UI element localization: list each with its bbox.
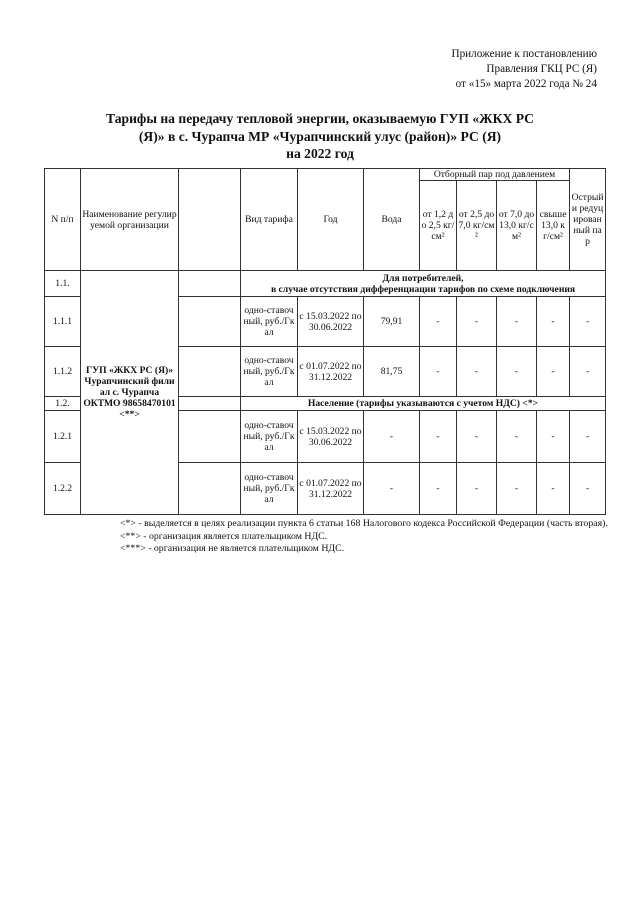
title-line-3: на 2022 год	[286, 146, 354, 161]
header-blank-cell	[179, 181, 241, 271]
period-cell: с 01.07.2022 по 31.12.2022	[298, 463, 364, 515]
header-pressure-2: от 2,5 до 7,0 кг/см²	[457, 181, 497, 271]
approval-line-3: от «15» марта 2022 года № 24	[455, 78, 597, 90]
pressure-4-cell: -	[537, 463, 570, 515]
pressure-4-cell: -	[537, 347, 570, 397]
blank-cell	[179, 411, 241, 463]
section-title-line-1: Для потребителей,	[382, 272, 464, 284]
header-organization: Наименование регулируемой организации	[81, 169, 179, 271]
pressure-3-cell: -	[497, 347, 537, 397]
header-row	[45, 169, 606, 181]
period-cell: с 15.03.2022 по 30.06.2022	[298, 411, 364, 463]
document-title	[80, 110, 560, 163]
tariffs-table	[44, 168, 606, 515]
blank-cell	[179, 271, 241, 297]
title-line-1: Тарифы на передачу тепловой энергии, оказываемую ГУП «ЖКХ РС	[106, 111, 534, 126]
row-num: 1.1.1	[45, 297, 81, 347]
pressure-3-cell: -	[497, 411, 537, 463]
pressure-3-cell: -	[497, 463, 537, 515]
pressure-2-cell: -	[457, 411, 497, 463]
pressure-1-cell: -	[420, 463, 457, 515]
section-row	[45, 271, 606, 297]
water-cell: -	[364, 411, 420, 463]
header-tariff-type: Вид тарифа	[241, 169, 298, 271]
row-num: 1.2.2	[45, 463, 81, 515]
pressure-2-cell: -	[457, 297, 497, 347]
organization-name: ГУП «ЖКХ РС (Я)» Чурапчинский филиал с. Чурапча	[84, 365, 175, 398]
tariff-type-cell: одно-ставочный, руб./Гкал	[241, 297, 298, 347]
header-pressure-1: от 1,2 до 2,5 кг/см²	[420, 181, 457, 271]
blank-cell	[179, 297, 241, 347]
section-title-line-2: в случае отсутствия дифференциации тарифов по схеме подключения	[270, 283, 576, 295]
pressure-2-cell: -	[457, 347, 497, 397]
footnote-2: <**> - организация является плательщиком НДС.	[120, 530, 328, 542]
water-cell: 81,75	[364, 347, 420, 397]
section-title: Население (тарифы указываются с учетом НДС) <*>	[241, 397, 606, 411]
section-num: 1.2.	[45, 397, 81, 411]
approval-block	[452, 47, 598, 92]
approval-line-2: Правления ГКЦ РС (Я)	[486, 63, 597, 75]
period-cell: с 15.03.2022 по 30.06.2022	[298, 297, 364, 347]
pressure-2-cell: -	[457, 463, 497, 515]
blank-cell	[179, 347, 241, 397]
row-num: 1.2.1	[45, 411, 81, 463]
header-pressure-3: от 7,0 до 13,0 кг/см²	[497, 181, 537, 271]
water-cell: -	[364, 463, 420, 515]
header-year: Год	[298, 169, 364, 271]
live-steam-cell: -	[570, 297, 606, 347]
row-num: 1.1.2	[45, 347, 81, 397]
footnote-3: <***> - организация не является плательщиком НДС.	[120, 543, 345, 554]
pressure-1-cell: -	[420, 347, 457, 397]
header-live-steam: Острый и редуцированный пар	[570, 169, 606, 271]
header-water: Вода	[364, 169, 420, 271]
header-blank-cell	[179, 169, 241, 181]
section-num: 1.1.	[45, 271, 81, 297]
section-title	[241, 271, 606, 297]
approval-line-1: Приложение к постановлению	[451, 48, 597, 60]
tariff-type-cell: одно-ставочный, руб./Гкал	[241, 347, 298, 397]
header-num: N п/п	[45, 169, 81, 271]
blank-cell	[179, 463, 241, 515]
header-pressure-4: свыше 13,0 кг/см²	[537, 181, 570, 271]
pressure-1-cell: -	[420, 411, 457, 463]
organization-mark: <**>	[119, 409, 140, 420]
pressure-1-cell: -	[420, 297, 457, 347]
title-line-2: (Я)» в с. Чурапча МР «Чурапчинский улус (район)» РС (Я)	[138, 128, 502, 144]
period-cell: с 01.07.2022 по 31.12.2022	[298, 347, 364, 397]
footnote-1: <*> - выделяется в целях реализации пункта 6 статьи 168 Налогового кодекса Российской Федерации (часть вторая).	[120, 518, 608, 529]
water-cell: 79,91	[364, 297, 420, 347]
tariff-type-cell: одно-ставочный, руб./Гкал	[241, 411, 298, 463]
tariff-type-cell: одно-ставочный, руб./Гкал	[241, 463, 298, 515]
footnotes	[78, 518, 608, 556]
live-steam-cell: -	[570, 463, 606, 515]
live-steam-cell: -	[570, 411, 606, 463]
blank-cell	[179, 397, 241, 411]
pressure-4-cell: -	[537, 297, 570, 347]
organization-oktmo: ОКТМО 98658470101	[83, 398, 176, 409]
live-steam-cell: -	[570, 347, 606, 397]
header-steam-group: Отборный пар под давлением	[420, 169, 570, 181]
organization-cell	[81, 271, 179, 515]
pressure-4-cell: -	[537, 411, 570, 463]
pressure-3-cell: -	[497, 297, 537, 347]
